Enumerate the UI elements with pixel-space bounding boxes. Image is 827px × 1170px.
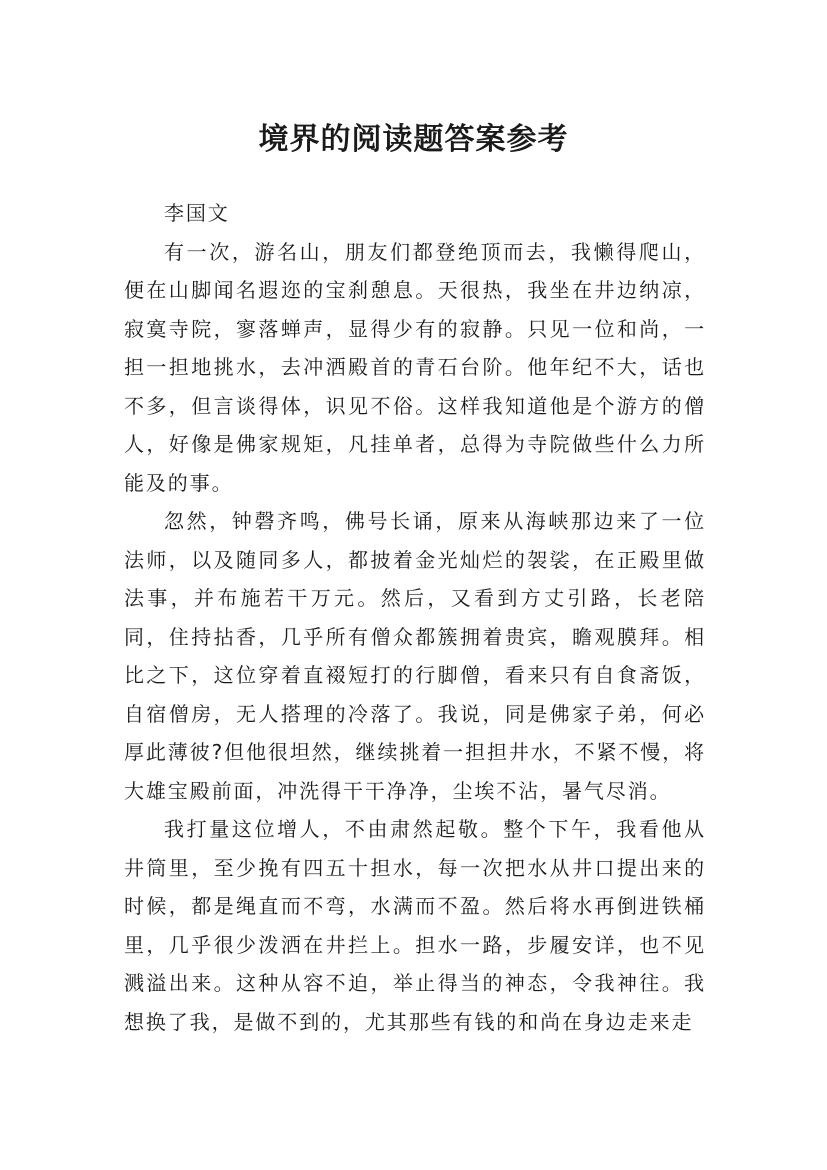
document-body: [124, 194, 706, 1041]
paragraph-2: 忽然，钟磬齐鸣，佛号长诵，原来从海峡那边来了一位法师，以及随同多人，都披着金光灿烂的袈裟，在正殿里做法事，并布施若干万元。然后，又看到方丈引路，长老陪同，住持拈香，几乎所有僧众都簇拥着贵宾，瞻观膜拜。相比之下，这位穿着直裰短打的行脚僧，看来只有自食斋饭，自宿僧房，无人搭理的冷落了。我说，同是佛家子弟，何必厚此薄彼?但他很坦然，继续挑着一担担井水，不紧不慢，将大雄宝殿前面，冲洗得干干净净，尘埃不沾，暑气尽消。: [124, 509, 706, 803]
paragraph-3: 我打量这位增人，不由肃然起敬。整个下午，我看他从井筒里，至少挽有四五十担水，每一次把水从井口提出来的时候，都是绳直而不弯，水满而不盈。然后将水再倒进铁桶里，几乎很少泼洒在井拦上。担水一路，步履安详，也不见溅溢出来。这种从容不迫，举止得当的神态，令我神往。我想换了我，是做不到的，尤其那些有钱的和尚在身边走来走: [124, 817, 706, 1034]
document-title: 境界的阅读题答案参考: [258, 122, 569, 158]
paragraph-1: 有一次，游名山，朋友们都登绝顶而去，我懒得爬山，便在山脚闻名遐迩的宝刹憩息。天很热，我坐在井边纳凉，寂寞寺院，寥落蝉声，显得少有的寂静。只见一位和尚，一担一担地挑水，去冲洒殿首的青石台阶。他年纪不大，话也不多，但言谈得体，识见不俗。这样我知道他是个游方的僧人，好像是佛家规矩，凡挂单者，总得为寺院做些什么力所能及的事。: [124, 239, 706, 495]
author-line: 李国文: [164, 201, 230, 225]
